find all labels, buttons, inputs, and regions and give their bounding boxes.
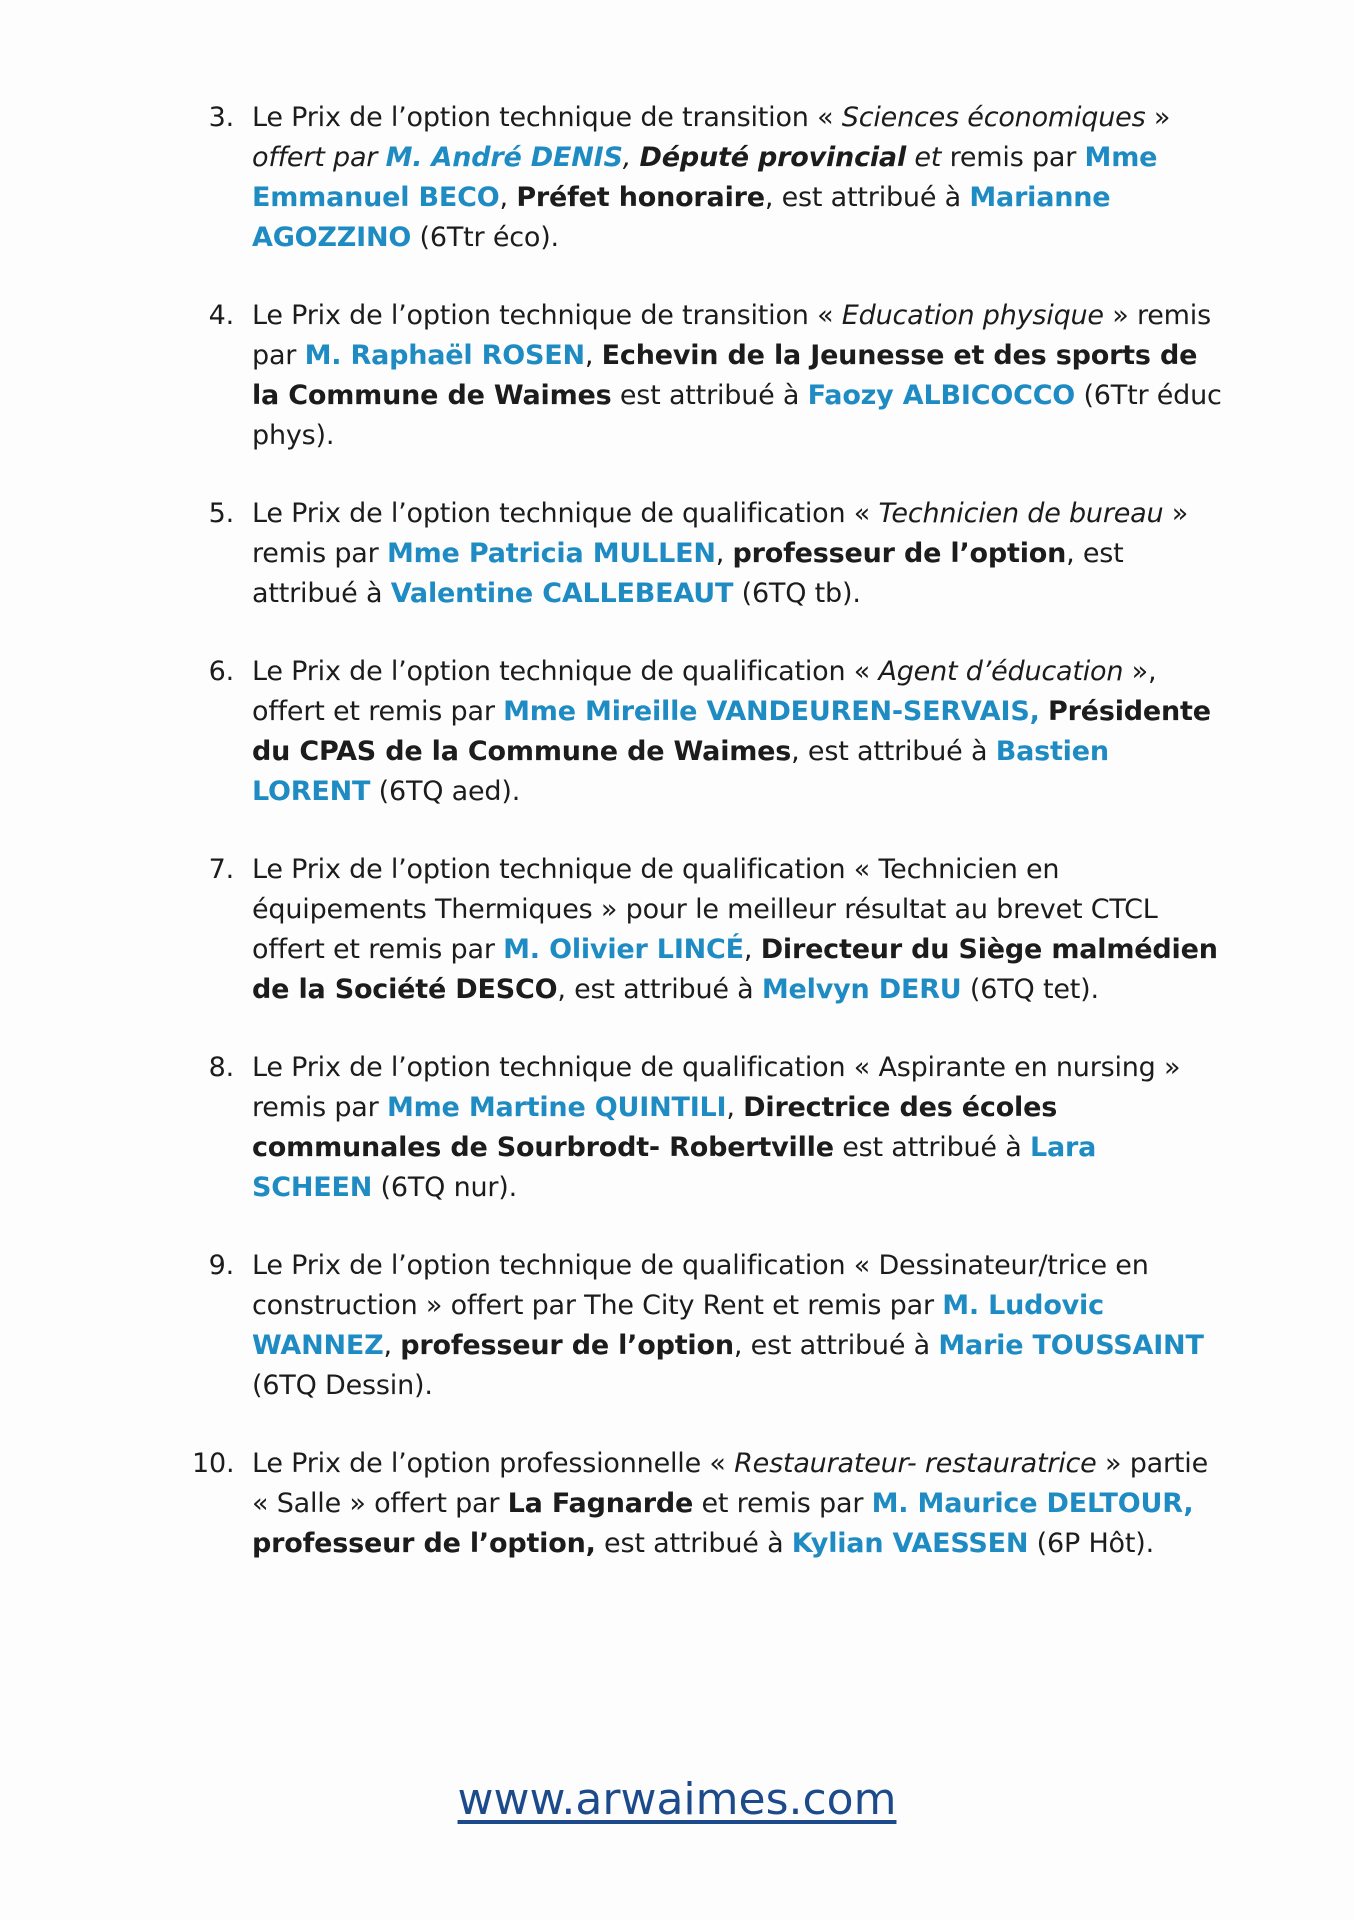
text-segment: professeur de l’option <box>732 538 1067 569</box>
text-segment <box>1040 696 1048 727</box>
text-segment: » remis par <box>252 300 1211 371</box>
item-number: 3. <box>208 102 234 133</box>
prize-item <box>192 1444 1222 1564</box>
text-segment: est attribué à <box>595 1528 792 1559</box>
person-name: Faozy ALBICOCCO <box>807 380 1076 411</box>
person-name: Marianne AGOZZINO <box>252 182 1111 253</box>
text-segment: , est attribué à <box>791 736 996 767</box>
text-segment: (6TQ nur). <box>372 1172 518 1203</box>
text-segment: , est attribué à <box>733 1330 939 1361</box>
person-name: Bastien LORENT <box>252 736 1109 807</box>
text-segment: , <box>726 1092 744 1123</box>
text-segment: (6TQ aed). <box>370 776 521 807</box>
person-name: Marie TOUSSAINT <box>938 1330 1204 1361</box>
text-segment: Le Prix de l’option technique de transition « <box>252 102 842 133</box>
prize-item <box>192 1246 1222 1406</box>
text-segment: , <box>383 1330 401 1361</box>
person-name: M. André DENIS <box>385 142 623 173</box>
text-segment: (6P Hôt). <box>1028 1528 1154 1559</box>
text-segment: (6Ttr éco). <box>411 222 559 253</box>
person-name: Mme Patricia MULLEN <box>386 538 716 569</box>
text-segment: (6Ttr éduc phys). <box>252 380 1222 451</box>
text-segment: Présidente du CPAS de la Commune de Waimes <box>252 696 1211 767</box>
text-segment: Le Prix de l’option technique de qualification « <box>252 656 879 687</box>
item-number: 4. <box>208 300 234 331</box>
text-segment: Député provincial <box>639 142 907 173</box>
text-segment: , est attribué à <box>764 182 970 213</box>
item-text <box>252 1250 1204 1401</box>
item-text <box>252 102 1170 253</box>
text-segment: Le Prix de l’option technique de qualification « <box>252 498 879 529</box>
person-name: Mme Emmanuel BECO <box>252 142 1158 213</box>
person-name: Mme Mireille VANDEUREN-SERVAIS, <box>503 696 1040 727</box>
text-segment: » partie « Salle » offert par <box>252 1448 1208 1519</box>
text-segment: Le Prix de l’option technique de qualification « Technicien en équipements Thermiques » pour le meilleur résultat au brevet CTCL offert et remis par <box>252 854 1158 965</box>
text-segment: (6TQ tet). <box>961 974 1099 1005</box>
text-segment <box>377 142 385 173</box>
text-segment: Sciences économiques <box>841 102 1146 133</box>
text-segment: , <box>622 142 640 173</box>
person-name: Valentine CALLEBEAUT <box>390 578 734 609</box>
person-name: Mme Martine QUINTILI <box>386 1092 727 1123</box>
text-segment: , <box>743 934 761 965</box>
item-number: 10. <box>192 1448 235 1479</box>
text-segment: (6TQ Dessin). <box>252 1370 433 1401</box>
website-link[interactable]: www.arwaimes.com <box>457 1774 897 1825</box>
prize-item <box>192 652 1222 812</box>
item-number: 7. <box>208 854 234 885</box>
item-number: 6. <box>208 656 234 687</box>
text-segment: professeur de l’option <box>400 1330 734 1361</box>
person-name: M. Maurice DELTOUR, <box>871 1488 1194 1519</box>
text-segment: , <box>584 340 602 371</box>
text-segment: Le Prix de l’option technique de qualification « Dessinateur/trice en construction » offert par The City Rent et remis par <box>252 1250 1149 1321</box>
text-segment: Agent d’éducation <box>878 656 1124 687</box>
text-segment: Directeur du Siège malmédien de la Société DESCO <box>252 934 1218 1005</box>
prize-list <box>192 98 1222 1602</box>
person-name: Kylian VAESSEN <box>791 1528 1029 1559</box>
item-text <box>252 300 1222 451</box>
person-name: M. Ludovic WANNEZ <box>252 1290 1104 1361</box>
person-name: Melvyn DERU <box>761 974 962 1005</box>
text-segment: Le Prix de l’option technique de transition « <box>252 300 842 331</box>
item-text <box>252 854 1218 1005</box>
text-segment: Restaurateur- restauratrice <box>734 1448 1097 1479</box>
text-segment: », offert et remis par <box>252 656 1157 727</box>
text-segment: Préfet honoraire <box>516 182 765 213</box>
text-segment: est attribué à <box>611 380 808 411</box>
person-name: M. Raphaël ROSEN <box>304 340 585 371</box>
text-segment: » remis par <box>252 498 1189 569</box>
item-text <box>252 656 1211 807</box>
text-segment: Le Prix de l’option technique de qualification « Aspirante en nursing » remis par <box>252 1052 1181 1123</box>
item-number: 5. <box>208 498 234 529</box>
prize-item <box>192 98 1222 258</box>
text-segment: Directrice des écoles communales de Sourbrodt- Robertville <box>252 1092 1058 1163</box>
prize-item <box>192 1048 1222 1208</box>
text-segment: » <box>1145 102 1171 133</box>
text-segment: La Fagnarde <box>507 1488 694 1519</box>
prize-item <box>192 494 1222 614</box>
text-segment: Education physique <box>841 300 1104 331</box>
text-segment: Le Prix de l’option professionnelle « <box>252 1448 735 1479</box>
text-segment: Technicien de bureau <box>878 498 1164 529</box>
text-segment: (6TQ tb). <box>733 578 861 609</box>
text-segment: , est attribué à <box>252 538 1124 609</box>
prize-item <box>192 296 1222 456</box>
item-text <box>252 498 1188 609</box>
item-text <box>252 1448 1208 1559</box>
item-number: 8. <box>208 1052 234 1083</box>
item-number: 9. <box>208 1250 234 1281</box>
item-text <box>252 1052 1180 1203</box>
person-name: M. Olivier LINCÉ <box>503 934 744 965</box>
text-segment: offert par <box>252 142 378 173</box>
text-segment: remis par <box>941 142 1085 173</box>
text-segment: et <box>906 142 942 173</box>
text-segment: , <box>499 182 517 213</box>
text-segment: professeur de l’option, <box>252 1528 596 1559</box>
prize-item <box>192 850 1222 1010</box>
text-segment: Echevin de la Jeunesse et des sports de la Commune de Waimes <box>252 340 1198 411</box>
text-segment: et remis par <box>693 1488 872 1519</box>
text-segment: est attribué à <box>833 1132 1030 1163</box>
text-segment: , est attribué à <box>557 974 762 1005</box>
text-segment: , <box>715 538 733 569</box>
person-name: Lara SCHEEN <box>252 1132 1097 1203</box>
